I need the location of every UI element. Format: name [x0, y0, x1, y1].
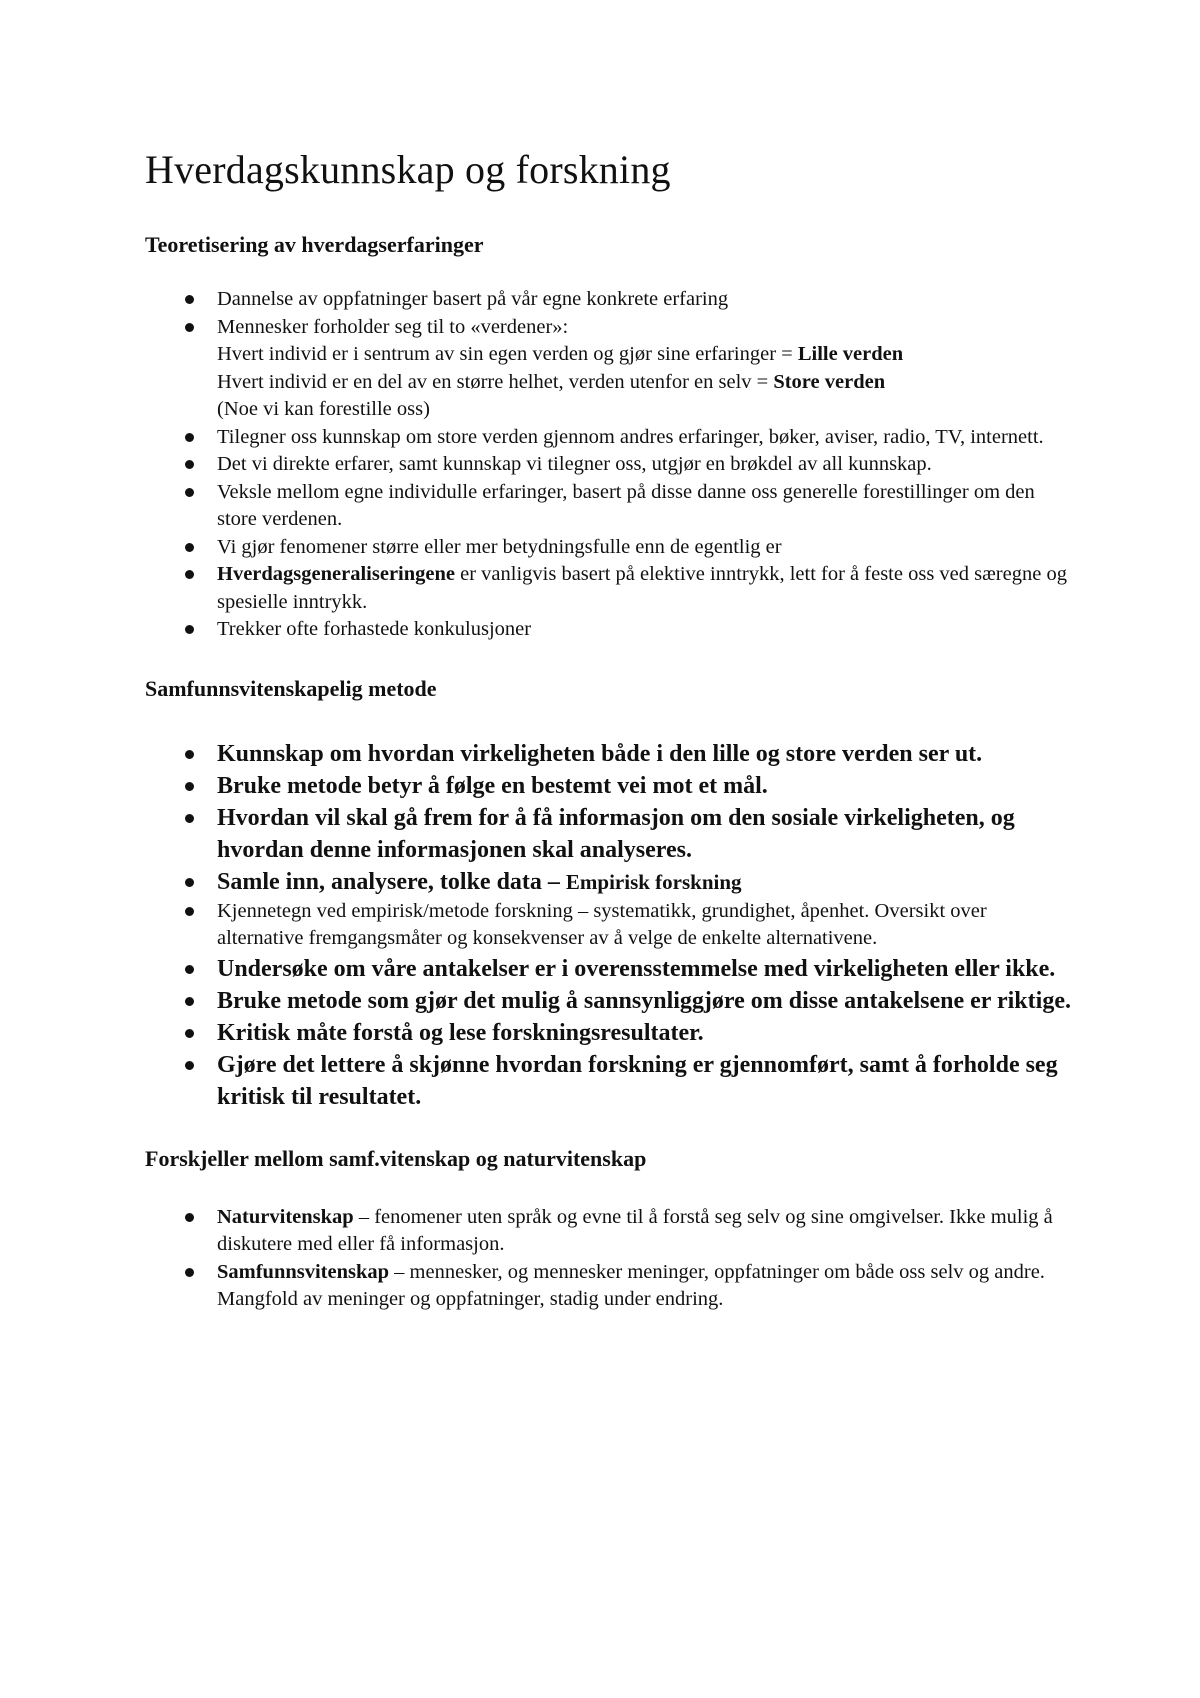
bullet-icon: [185, 295, 194, 304]
list-item: [145, 424, 1075, 452]
bullet-icon: [185, 543, 194, 552]
bullet-icon: [185, 433, 194, 442]
section-heading: Teoretisering av hverdagserfaringer: [145, 232, 484, 257]
bullet-icon: [185, 750, 194, 759]
list-item: [145, 866, 1075, 898]
list-item: [145, 1259, 1075, 1314]
list-item: [145, 898, 1075, 953]
list-item: [145, 616, 1075, 644]
list-item: [145, 451, 1075, 479]
bullet-icon: [185, 997, 194, 1006]
section-heading: Samfunnsvitenskapelig metode: [145, 675, 437, 701]
bullet-icon: [185, 1213, 194, 1222]
list-item-text: – mennesker, og mennesker meninger, oppfatninger om både oss selv og andre. Mangfold av meninger og oppfatninger, stadig under endring.: [217, 1260, 1045, 1310]
bullet-icon: [185, 1268, 194, 1277]
list-item-text: Undersøke om våre antakelser er i overensstemmelse med virkeligheten eller ikke.: [217, 955, 1056, 982]
bullet-icon: [185, 782, 194, 791]
list-item-text: Hvordan vil skal gå frem for å få informasjon om den sosiale virkeligheten, og hvordan denne informasjonen skal analyseres.: [217, 804, 1015, 863]
emphasis-text: Lille verden: [797, 343, 904, 365]
section-heading: Forskjeller mellom samf.vitenskap og naturvitenskap: [145, 1145, 647, 1171]
list-item: [145, 770, 1075, 802]
list-item-text: Vi gjør fenomener større eller mer betydningsfulle enn de egentlig er: [217, 535, 782, 558]
list-item-text: Mennesker forholder seg til to «verdener»:: [217, 315, 569, 338]
bullet-icon: [185, 878, 194, 887]
list-item: [145, 985, 1075, 1017]
list-item-text: Bruke metode betyr å følge en bestemt vei mot et mål.: [217, 772, 768, 799]
list-item-text: Tilegner oss kunnskap om store verden gjennom andres erfaringer, bøker, aviser, radio, TV, internett.: [217, 425, 1044, 448]
list-item-text: Det vi direkte erfarer, samt kunnskap vi tilegner oss, utgjør en brøkdel av all kunnskap.: [217, 453, 932, 475]
emphasis-text: Samfunnsvitenskap: [217, 1260, 390, 1283]
list-item-text: Hvert individ er en del av en større helhet, verden utenfor en selv =: [217, 370, 774, 393]
list-item-text: Kunnskap om hvordan virkeligheten både i den lille og store verden ser ut.: [217, 740, 983, 767]
bullet-icon: [185, 814, 194, 823]
list-item-text: Dannelse av oppfatninger basert på vår egne konkrete erfaring: [217, 288, 729, 310]
bullet-icon: [185, 323, 194, 332]
bullet-icon: [185, 625, 194, 634]
list-item: [145, 1049, 1075, 1113]
bullet-list: [145, 286, 1075, 644]
list-item-text: Samle inn, analysere, tolke data –: [217, 868, 566, 895]
bullet-icon: [185, 1029, 194, 1038]
list-item: [145, 802, 1075, 866]
list-item-text: Gjøre det lettere å skjønne hvordan forskning er gjennomført, samt å forholde seg kritisk til resultatet.: [217, 1051, 1058, 1110]
bullet-icon: [185, 570, 194, 579]
list-item: [145, 1204, 1075, 1259]
list-item-text: Kritisk måte forstå og lese forskningsresultater.: [217, 1019, 704, 1046]
list-item: [145, 953, 1075, 985]
bullet-icon: [185, 965, 194, 974]
list-item: [145, 286, 1075, 314]
list-item-text: – fenomener uten språk og evne til å forstå seg selv og sine omgivelser. Ikke mulig å diskutere med eller få informasjon.: [217, 1205, 1053, 1255]
list-item-text: Veksle mellom egne individulle erfaringer, basert på disse danne oss generelle forestillinger om den store verdenen.: [217, 480, 1035, 530]
list-item: [145, 1017, 1075, 1049]
list-item-subline: [217, 369, 1075, 397]
document-content: [145, 143, 1075, 1314]
document-title: Hverdagskunnskap og forskning: [145, 147, 671, 192]
bullet-icon: [185, 1061, 194, 1070]
emphasis-text: Hverdagsgeneraliseringene: [217, 563, 455, 585]
list-item: [145, 738, 1075, 770]
list-item: [145, 534, 1075, 562]
bullet-list: [145, 1204, 1075, 1314]
list-item-subline: [217, 341, 1075, 369]
list-item: [145, 561, 1075, 616]
list-item-text: Hvert individ er i sentrum av sin egen verden og gjør sine erfaringer =: [217, 343, 798, 365]
list-item-text: Kjennetegn ved empirisk/metode forskning – systematikk, grundighet, åpenhet. Oversikt over alternative fremgangsmåter og konsekvenser av å velge de enkelte alternativene.: [217, 899, 987, 949]
list-item: [145, 314, 1075, 424]
bullet-icon: [185, 460, 194, 469]
list-item-text: Bruke metode som gjør det mulig å sannsynliggjøre om disse antakelsene er riktige.: [217, 987, 1071, 1014]
list-item-subline: (Noe vi kan forestille oss): [217, 398, 430, 420]
list-item-text: er vanligvis basert på elektive inntrykk, lett for å feste oss ved særegne og spesielle inntrykk.: [217, 563, 1067, 613]
bullet-icon: [185, 488, 194, 497]
bullet-icon: [185, 907, 194, 916]
list-item-text: Trekker ofte forhastede konkulusjoner: [217, 618, 532, 640]
bullet-list: [145, 738, 1075, 1113]
emphasis-text: Naturvitenskap: [217, 1205, 354, 1228]
emphasis-text: Store verden: [773, 370, 886, 393]
emphasis-text: Empirisk forskning: [565, 869, 742, 894]
list-item: [145, 479, 1075, 534]
